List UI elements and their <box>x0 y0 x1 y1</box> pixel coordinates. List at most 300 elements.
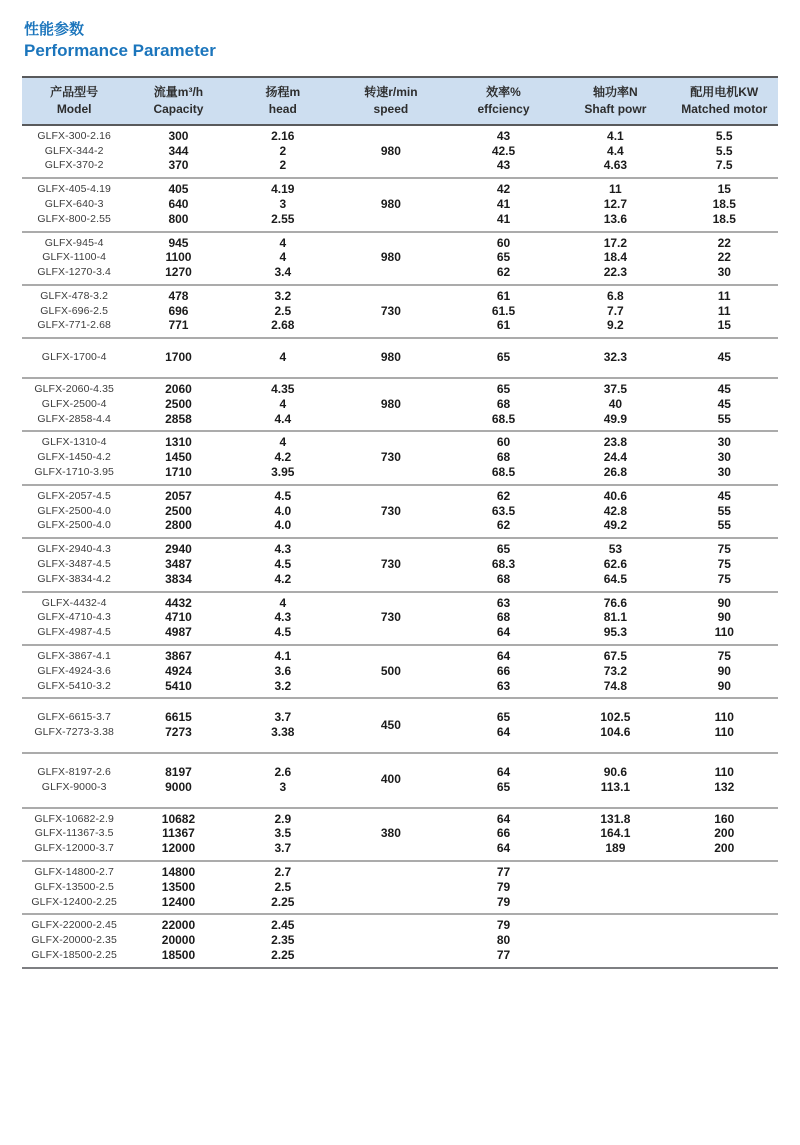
head-cell: 4.5 <box>274 557 292 572</box>
model-cell: GLFX-4987-4.5 <box>37 626 111 639</box>
shaft_power-cell: 11 <box>609 182 622 197</box>
shaft_power-column <box>560 596 670 640</box>
capacity-cell: 11367 <box>162 826 195 841</box>
motor-column <box>671 918 778 962</box>
column-header-en: Shaft powr <box>584 101 647 116</box>
efficiency-cell: 42 <box>496 182 511 197</box>
head-cell: 4 <box>279 396 287 411</box>
efficiency-cell: 62 <box>496 518 511 533</box>
capacity-column <box>126 350 230 365</box>
capacity-cell: 640 <box>168 196 189 211</box>
model-cell: GLFX-640-3 <box>44 197 104 210</box>
speed-cell: 980 <box>380 350 401 365</box>
shaft_power-cell: 81.1 <box>603 610 628 625</box>
model-cell: GLFX-2940-4.3 <box>37 543 111 556</box>
model-cell: GLFX-1710-3.95 <box>34 466 114 479</box>
motor-cell: 75 <box>717 542 731 557</box>
shaft_power-column <box>560 918 670 962</box>
shaft_power-cell: 49.9 <box>603 411 628 426</box>
efficiency-cell: 64 <box>496 811 511 826</box>
efficiency-cell: 61 <box>496 318 511 333</box>
head-cell: 3.5 <box>274 826 292 841</box>
motor-cell: 22 <box>717 235 731 250</box>
shaft_power-cell <box>560 895 670 910</box>
capacity-cell: 3487 <box>165 557 192 572</box>
capacity-column <box>126 542 230 586</box>
table-group <box>22 286 778 339</box>
shaft_power-cell: 37.5 <box>603 382 628 397</box>
efficiency-cell: 61.5 <box>491 303 516 318</box>
model-cell: GLFX-2500-4.0 <box>37 504 111 517</box>
model-cell: GLFX-1450-4.2 <box>37 451 111 464</box>
efficiency-cell: 65 <box>496 542 511 557</box>
motor-cell: 75 <box>717 649 731 664</box>
motor-cell: 132 <box>714 779 735 794</box>
capacity-cell: 13500 <box>161 879 196 894</box>
motor-cell: 200 <box>714 826 735 841</box>
model-cell: GLFX-1100-4 <box>42 251 107 264</box>
efficiency-cell: 60 <box>496 235 511 250</box>
capacity-cell: 1100 <box>165 250 192 265</box>
shaft_power-cell: 131.8 <box>600 811 631 826</box>
capacity-column <box>126 865 230 909</box>
table-group <box>22 233 778 286</box>
model-cell: GLFX-696-2.5 <box>40 304 109 317</box>
head-column <box>231 765 335 795</box>
speed-column <box>335 350 447 365</box>
column-header-en: speed <box>373 101 409 116</box>
head-cell: 2 <box>279 143 287 158</box>
capacity-cell: 1310 <box>165 435 192 450</box>
efficiency-cell: 77 <box>496 947 511 962</box>
efficiency-cell: 42.5 <box>491 143 516 158</box>
shaft_power-cell: 49.2 <box>603 518 628 533</box>
shaft_power-column <box>560 649 670 693</box>
speed-cell: 980 <box>380 250 401 265</box>
efficiency-cell: 79 <box>496 879 511 894</box>
motor-column <box>671 435 778 479</box>
column-header-zh: 产品型号 <box>50 85 99 100</box>
table-group <box>22 539 778 592</box>
capacity-column <box>126 489 230 533</box>
head-cell: 3.2 <box>274 288 292 303</box>
motor-cell: 30 <box>717 450 731 465</box>
capacity-cell: 300 <box>168 128 189 143</box>
efficiency-cell: 64 <box>496 841 511 856</box>
capacity-column <box>126 236 230 280</box>
head-cell: 4.5 <box>274 625 292 640</box>
efficiency-column <box>447 435 560 479</box>
model-cell: GLFX-18500-2.25 <box>31 948 117 961</box>
model-column <box>22 918 126 962</box>
model-cell: GLFX-945-4 <box>44 236 104 249</box>
capacity-cell: 22000 <box>161 918 196 933</box>
shaft_power-cell: 62.6 <box>603 557 628 572</box>
shaft_power-column <box>560 542 670 586</box>
table-body <box>22 126 778 969</box>
head-cell: 3.7 <box>274 710 292 725</box>
capacity-cell: 800 <box>168 211 189 226</box>
model-cell: GLFX-12000-3.7 <box>34 842 114 855</box>
capacity-cell: 18500 <box>161 947 196 962</box>
capacity-cell: 4710 <box>165 610 192 625</box>
shaft_power-cell: 6.8 <box>607 288 624 303</box>
column-header <box>231 84 335 116</box>
head-cell: 4 <box>279 235 287 250</box>
shaft_power-column <box>560 812 670 856</box>
head-cell: 4.0 <box>274 518 292 533</box>
shaft_power-cell: 4.1 <box>607 128 624 143</box>
column-header <box>22 84 126 116</box>
speed-column <box>335 182 447 226</box>
capacity-cell: 3867 <box>165 649 192 664</box>
model-cell: GLFX-4924-3.6 <box>37 664 111 677</box>
model-column <box>22 289 126 333</box>
efficiency-cell: 43 <box>496 128 511 143</box>
shaft_power-cell: 164.1 <box>600 826 631 841</box>
head-column <box>231 710 335 740</box>
shaft_power-column <box>560 350 670 365</box>
motor-cell: 5.5 <box>715 128 733 143</box>
model-column <box>22 865 126 909</box>
shaft_power-cell <box>560 880 670 895</box>
speed-column <box>335 435 447 479</box>
capacity-column <box>126 649 230 693</box>
speed-column <box>335 489 447 533</box>
model-column <box>22 435 126 479</box>
table-group <box>22 646 778 699</box>
efficiency-cell: 68 <box>496 450 511 465</box>
shaft_power-cell: 4.63 <box>603 158 628 173</box>
speed-cell: 730 <box>380 303 401 318</box>
model-cell: GLFX-370-2 <box>44 159 104 172</box>
shaft_power-cell: 67.5 <box>603 649 628 664</box>
head-cell: 4.2 <box>274 571 292 586</box>
model-cell: GLFX-4710-4.3 <box>37 611 111 624</box>
column-header-zh: 转速r/min <box>364 85 418 100</box>
shaft_power-cell: 18.4 <box>603 250 628 265</box>
head-column <box>231 236 335 280</box>
efficiency-cell: 79 <box>496 918 511 933</box>
motor-cell: 45 <box>717 350 731 365</box>
model-cell: GLFX-2060-4.35 <box>34 383 114 396</box>
table-group <box>22 126 778 179</box>
column-header-zh: 效率% <box>486 85 521 100</box>
model-column <box>22 382 126 426</box>
efficiency-column <box>447 812 560 856</box>
shaft_power-cell: 42.8 <box>603 503 628 518</box>
head-cell: 4.3 <box>274 610 292 625</box>
efficiency-column <box>447 918 560 962</box>
efficiency-cell: 80 <box>496 933 511 948</box>
shaft_power-cell: 26.8 <box>603 465 628 480</box>
model-cell: GLFX-478-3.2 <box>40 289 109 302</box>
head-column <box>231 129 335 173</box>
efficiency-cell: 66 <box>496 663 511 678</box>
shaft_power-column <box>560 382 670 426</box>
model-column <box>22 812 126 856</box>
shaft_power-cell: 22.3 <box>603 265 628 280</box>
speed-cell: 500 <box>380 663 401 678</box>
capacity-cell: 4924 <box>165 663 192 678</box>
model-column <box>22 236 126 280</box>
shaft_power-cell <box>560 933 670 948</box>
shaft_power-cell: 12.7 <box>603 196 628 211</box>
efficiency-column <box>447 289 560 333</box>
efficiency-cell: 64 <box>496 649 511 664</box>
motor-column <box>671 710 778 740</box>
head-cell: 2.6 <box>274 765 292 780</box>
capacity-cell: 1450 <box>165 450 192 465</box>
column-header-en: Capacity <box>153 101 204 116</box>
column-header <box>335 84 447 116</box>
model-cell: GLFX-2500-4 <box>41 397 107 410</box>
capacity-cell: 5410 <box>165 678 192 693</box>
model-cell: GLFX-10682-2.9 <box>34 812 114 825</box>
shaft_power-cell: 189 <box>605 841 626 856</box>
model-cell: GLFX-3867-4.1 <box>37 650 111 663</box>
shaft_power-cell <box>560 948 670 963</box>
efficiency-cell: 68 <box>496 396 511 411</box>
capacity-cell: 945 <box>168 235 189 250</box>
efficiency-cell: 60 <box>496 435 511 450</box>
efficiency-column <box>447 350 560 365</box>
efficiency-cell: 66 <box>496 826 511 841</box>
efficiency-cell: 65 <box>496 350 511 365</box>
motor-cell <box>671 895 778 910</box>
efficiency-cell: 68 <box>496 571 511 586</box>
capacity-cell: 1270 <box>165 265 192 280</box>
efficiency-column <box>447 649 560 693</box>
capacity-column <box>126 435 230 479</box>
head-cell: 4.3 <box>274 542 292 557</box>
model-column <box>22 649 126 693</box>
motor-cell: 75 <box>717 571 731 586</box>
model-cell: GLFX-11367-3.5 <box>34 827 114 840</box>
efficiency-column <box>447 710 560 740</box>
model-cell: GLFX-771-2.68 <box>37 319 111 332</box>
shaft_power-column <box>560 489 670 533</box>
head-cell: 2.5 <box>274 303 292 318</box>
model-cell: GLFX-22000-2.45 <box>31 919 117 932</box>
motor-cell: 15 <box>717 182 731 197</box>
motor-column <box>671 382 778 426</box>
efficiency-cell: 65 <box>496 382 511 397</box>
motor-cell: 15 <box>717 318 731 333</box>
head-cell: 4 <box>279 250 287 265</box>
speed-cell: 730 <box>380 450 401 465</box>
head-cell: 2.45 <box>271 918 295 933</box>
capacity-column <box>126 289 230 333</box>
head-cell: 2.5 <box>274 879 292 894</box>
speed-column <box>335 812 447 856</box>
motor-column <box>671 812 778 856</box>
motor-cell: 110 <box>714 725 734 740</box>
shaft_power-cell: 104.6 <box>600 725 631 740</box>
motor-cell: 90 <box>717 595 731 610</box>
column-header <box>447 84 560 116</box>
column-header <box>560 84 670 116</box>
capacity-cell: 9000 <box>165 779 192 794</box>
speed-column <box>335 289 447 333</box>
model-column <box>22 129 126 173</box>
capacity-column <box>126 812 230 856</box>
speed-cell: 980 <box>380 143 401 158</box>
efficiency-cell: 61 <box>496 288 511 303</box>
motor-column <box>671 596 778 640</box>
column-header-en: effciency <box>477 101 530 116</box>
speed-cell <box>335 880 447 895</box>
head-cell: 2.25 <box>271 947 295 962</box>
speed-column <box>335 918 447 962</box>
motor-column <box>671 542 778 586</box>
capacity-column <box>126 918 230 962</box>
model-cell: GLFX-3834-4.2 <box>37 572 111 585</box>
head-cell: 2.35 <box>271 933 295 948</box>
column-header <box>126 84 230 116</box>
head-cell: 3.2 <box>274 678 292 693</box>
shaft_power-cell: 113.1 <box>600 779 631 794</box>
speed-column <box>335 649 447 693</box>
speed-cell: 730 <box>380 610 401 625</box>
shaft_power-column <box>560 182 670 226</box>
shaft_power-cell: 40.6 <box>603 488 628 503</box>
efficiency-cell: 64 <box>496 625 511 640</box>
efficiency-cell: 62 <box>496 265 511 280</box>
motor-cell: 45 <box>717 396 731 411</box>
shaft_power-cell: 74.8 <box>603 678 628 693</box>
head-cell: 3.38 <box>271 725 295 740</box>
speed-column <box>335 542 447 586</box>
model-cell: GLFX-5410-3.2 <box>37 679 111 692</box>
table-header <box>22 76 778 125</box>
head-cell: 2.7 <box>274 865 292 879</box>
table-group <box>22 699 778 754</box>
speed-cell: 450 <box>380 717 401 732</box>
speed-column <box>335 382 447 426</box>
motor-cell <box>671 865 778 880</box>
column-header-en: Matched motor <box>681 101 768 116</box>
capacity-column <box>126 182 230 226</box>
head-cell: 4.0 <box>274 503 292 518</box>
efficiency-cell: 68 <box>496 610 511 625</box>
capacity-cell: 7273 <box>165 725 192 740</box>
speed-cell: 380 <box>380 826 401 841</box>
table-group <box>22 754 778 809</box>
model-cell: GLFX-6615-3.7 <box>37 711 111 724</box>
head-cell: 3 <box>279 196 287 211</box>
motor-cell: 90 <box>717 678 731 693</box>
head-cell: 4.4 <box>274 411 292 426</box>
head-cell: 4.19 <box>271 182 295 197</box>
model-cell: GLFX-344-2 <box>44 144 104 157</box>
shaft_power-cell: 64.5 <box>603 571 628 586</box>
motor-column <box>671 489 778 533</box>
capacity-cell: 771 <box>168 318 189 333</box>
model-cell: GLFX-12400-2.25 <box>31 895 117 908</box>
efficiency-column <box>447 129 560 173</box>
motor-cell: 18.5 <box>712 196 736 211</box>
head-cell: 4.1 <box>274 649 292 664</box>
model-cell: GLFX-20000-2.35 <box>31 934 117 947</box>
motor-cell: 45 <box>717 488 731 503</box>
motor-cell: 11 <box>717 303 731 318</box>
capacity-cell: 3834 <box>165 571 192 586</box>
model-column <box>22 489 126 533</box>
efficiency-column <box>447 865 560 909</box>
speed-column <box>335 865 447 909</box>
efficiency-cell: 65 <box>496 250 511 265</box>
shaft_power-cell: 13.6 <box>603 211 628 226</box>
table-group <box>22 432 778 485</box>
shaft_power-cell: 17.2 <box>603 235 628 250</box>
capacity-cell: 2940 <box>165 542 192 557</box>
speed-cell: 980 <box>380 396 401 411</box>
shaft_power-cell: 23.8 <box>603 435 628 450</box>
capacity-column <box>126 710 230 740</box>
model-cell: GLFX-2057-4.5 <box>37 489 111 502</box>
head-cell: 3.95 <box>271 465 295 480</box>
efficiency-cell: 68.5 <box>491 465 516 480</box>
head-cell: 4 <box>279 595 287 610</box>
shaft_power-cell: 102.5 <box>600 710 631 725</box>
shaft_power-cell <box>560 918 670 933</box>
head-column <box>231 489 335 533</box>
model-column <box>22 596 126 640</box>
table-group <box>22 809 778 862</box>
model-cell: GLFX-2858-4.4 <box>37 412 111 425</box>
head-column <box>231 435 335 479</box>
model-cell: GLFX-1270-3.4 <box>37 266 111 279</box>
model-cell: GLFX-1310-4 <box>41 436 107 449</box>
model-column <box>22 542 126 586</box>
speed-cell: 400 <box>380 772 401 787</box>
shaft_power-cell: 32.3 <box>603 350 628 365</box>
table-group <box>22 486 778 539</box>
efficiency-column <box>447 596 560 640</box>
efficiency-column <box>447 182 560 226</box>
shaft_power-column <box>560 236 670 280</box>
head-column <box>231 596 335 640</box>
capacity-column <box>126 129 230 173</box>
efficiency-cell: 79 <box>496 894 511 909</box>
efficiency-cell: 62 <box>496 488 511 503</box>
model-cell: GLFX-405-4.19 <box>37 183 111 196</box>
head-column <box>231 649 335 693</box>
motor-cell: 55 <box>717 503 731 518</box>
capacity-cell: 12000 <box>161 841 196 856</box>
efficiency-column <box>447 382 560 426</box>
motor-column <box>671 649 778 693</box>
capacity-cell: 696 <box>168 303 189 318</box>
capacity-cell: 344 <box>168 143 189 158</box>
speed-column <box>335 596 447 640</box>
capacity-cell: 20000 <box>161 933 196 948</box>
motor-cell: 75 <box>717 557 731 572</box>
head-column <box>231 350 335 365</box>
capacity-column <box>126 596 230 640</box>
head-cell: 3.7 <box>274 841 292 856</box>
motor-column <box>671 350 778 365</box>
efficiency-cell: 41 <box>496 196 511 211</box>
model-column <box>22 350 126 365</box>
efficiency-cell: 63 <box>496 595 511 610</box>
efficiency-column <box>447 542 560 586</box>
head-cell: 2.25 <box>271 894 295 909</box>
head-column <box>231 182 335 226</box>
motor-cell: 110 <box>714 765 734 780</box>
motor-cell <box>671 933 778 948</box>
